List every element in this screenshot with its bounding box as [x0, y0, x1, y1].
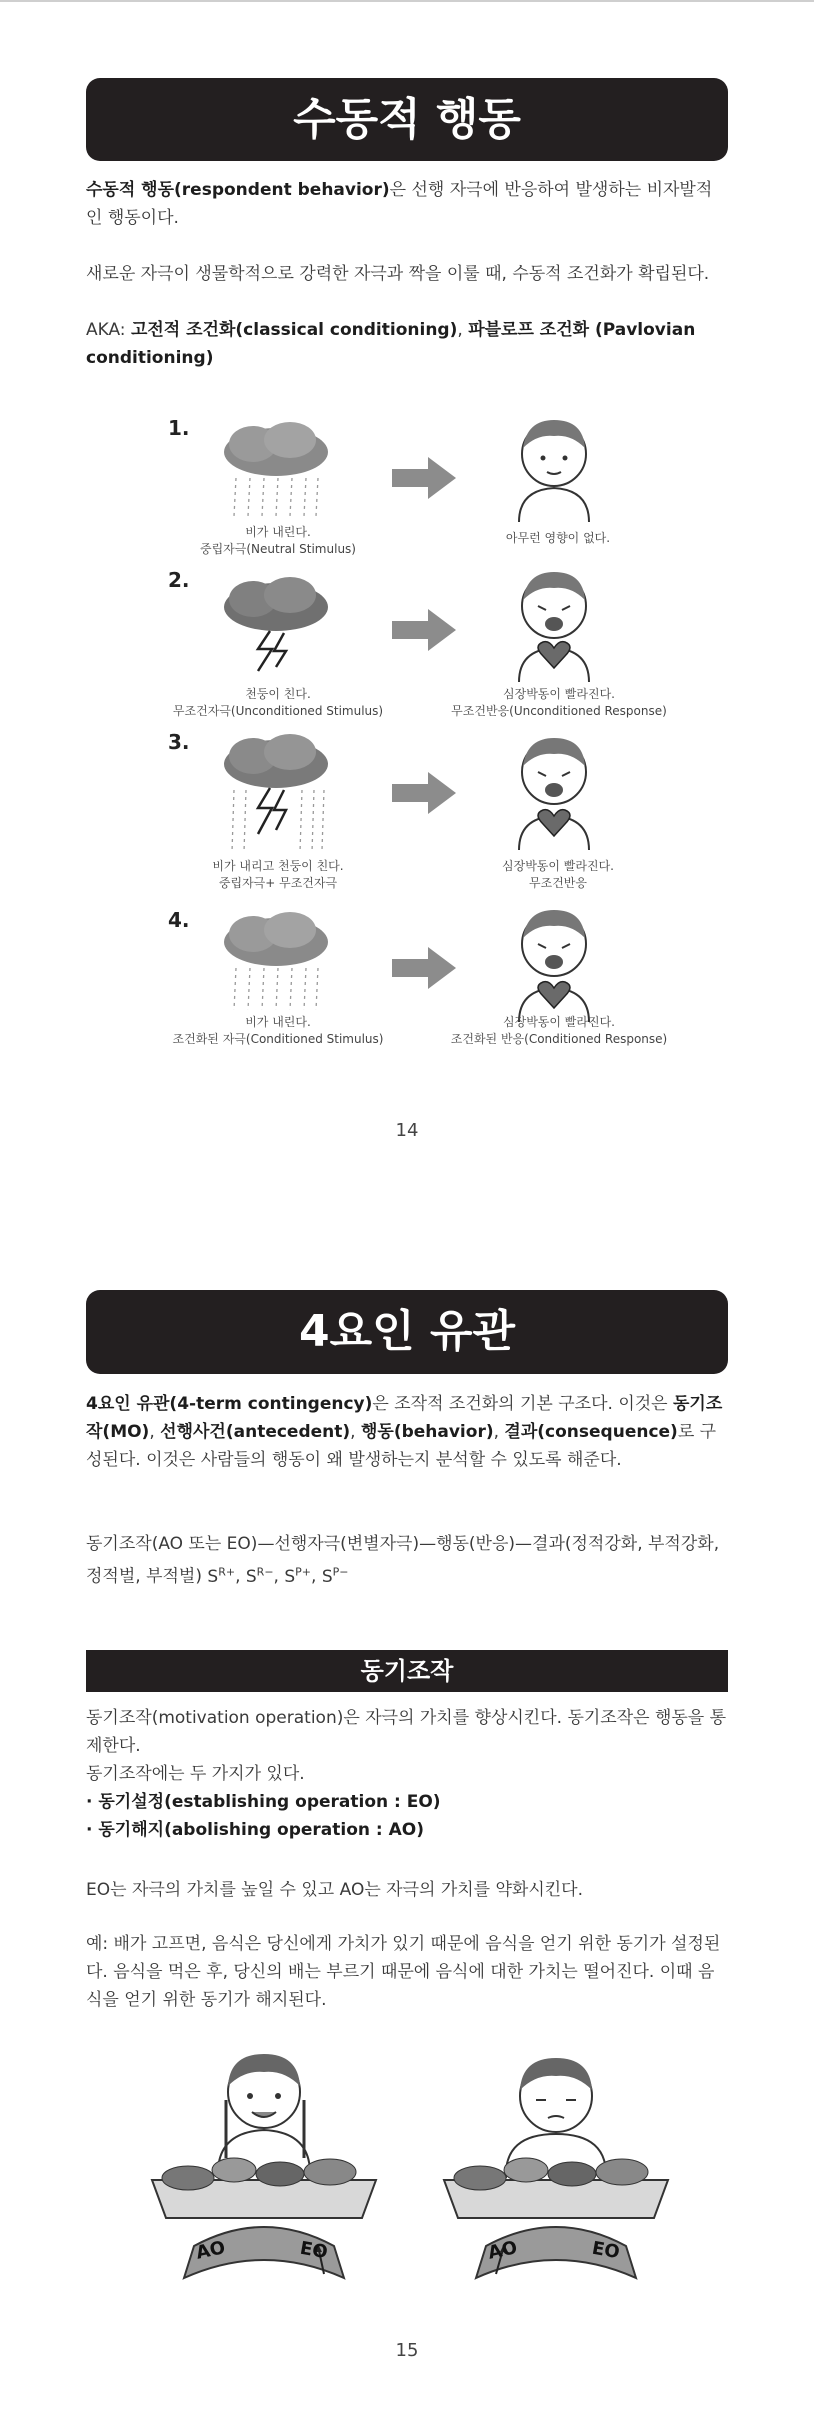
caption-line: 무조건자극(Unconditioned Stimulus) — [172, 704, 384, 718]
text: , — [149, 1422, 161, 1442]
thunder-cloud-icon — [218, 575, 334, 685]
aka-term-classical: 고전적 조건화(classical conditioning) — [130, 320, 458, 340]
caption-step2-right — [424, 686, 694, 720]
arrow-icon — [392, 455, 458, 501]
boy-neutral-icon — [505, 410, 603, 522]
term: 동기조작(MO) — [86, 1394, 723, 1442]
caption-line: 비가 내린다. — [245, 1015, 311, 1029]
intro-term: 수동적 행동(respondent behavior) — [86, 180, 390, 200]
eo-ao-paragraph: EO는 자극의 가치를 높일 수 있고 AO는 자극의 가치를 약화시킨다. — [86, 1880, 583, 1900]
boy-scared-icon — [505, 896, 603, 1022]
reinforcement-symbol: $S^{R+}$ — [207, 1565, 236, 1587]
arrow-icon — [392, 607, 458, 653]
page-number: 15 — [395, 2340, 419, 2361]
step-number-2: 2. — [168, 568, 190, 592]
mo-types: 동기조작에는 두 가지가 있다. — [86, 1764, 305, 1784]
aka-term-pavlovian: 파블로프 조건화 (Pavlovian conditioning) — [86, 320, 696, 368]
reinforcement-symbol: $S^{P-}$ — [321, 1565, 349, 1587]
caption-line: 아무런 영향이 없다. — [505, 531, 611, 545]
rain-cloud-icon — [218, 910, 334, 1014]
arrow-icon — [392, 945, 458, 991]
arrow-icon — [392, 770, 458, 816]
step-number-1: 1. — [168, 416, 190, 440]
text: 로 구성된다. 이것은 사람들의 행동이 왜 발생하는지 분석할 수 있도록 해준다. — [86, 1422, 717, 1470]
caption-step1-left — [158, 524, 398, 558]
page-title: 수동적 행동 — [86, 78, 728, 161]
caption-line: 비가 내린다. — [245, 525, 311, 539]
caption-line: 비가 내리고 천둥이 친다. — [212, 859, 344, 873]
top-border — [0, 0, 814, 2]
intro-text: 은 선행 자극에 반응하여 발생하는 비자발적인 행동이다. — [86, 180, 713, 228]
term: 선행사건(antecedent) — [160, 1422, 351, 1442]
page-title: 4요인 유관 — [86, 1290, 728, 1374]
reinforcement-symbol: $S^{R-}$ — [245, 1565, 274, 1587]
step-number-3: 3. — [168, 730, 190, 754]
reinforcement-symbol: $S^{P+}$ — [284, 1565, 312, 1587]
term: 4요인 유관(4-term contingency) — [86, 1394, 373, 1414]
caption-line: 중립자극+ 무조건자극 — [218, 876, 338, 890]
example-paragraph: 예: 배가 고프면, 음식은 당신에게 가치가 있기 때문에 음식을 얻기 위한 동기가 설정된다. 음식을 먹은 후, 당신의 배는 부르기 때문에 음식에 대한 가치는 떨어진다. 이때 음식을 얻기 위한 동기가 해지된다. — [86, 1934, 721, 2010]
caption-step4-left — [158, 1014, 398, 1048]
aka-prefix: AKA: — [86, 320, 131, 340]
text: , — [493, 1422, 505, 1442]
step-number-4: 4. — [168, 908, 190, 932]
caption-line: 무조건반응(Unconditioned Response) — [451, 704, 667, 718]
text: 은 조작적 조건화의 기본 구조다. 이것은 — [372, 1394, 673, 1414]
caption-line: 중립자극(Neutral Stimulus) — [200, 542, 356, 556]
gauge-label-ao-right: AO — [486, 2237, 520, 2264]
section-heading: 동기조작 — [86, 1650, 728, 1692]
term: 행동(behavior) — [360, 1422, 494, 1442]
caption-step3-right — [438, 858, 678, 892]
caption-line: 심장박동이 빨라진다. — [503, 1015, 615, 1029]
rain-thunder-cloud-icon — [218, 732, 334, 858]
caption-step3-left — [158, 858, 398, 892]
caption-line: 무조건반응 — [529, 876, 587, 890]
gauge-label-ao-left: AO — [194, 2237, 228, 2264]
mo-definition: 동기조작(motivation operation)은 자극의 가치를 향상시킨다. 동기조작은 행동을 통제한다. — [86, 1708, 727, 1756]
page-number: 14 — [395, 1120, 419, 1141]
chain-text: 동기조작(AO 또는 EO)—선행자극(변별자극)—행동(반응)—결과(정적강화, 부적강화, 정적벌, 부적벌) $S^{R+}$, $S^{R-}$, $S^{P+}$, $S^{P-}$ — [86, 1534, 720, 1587]
caption-line: 심장박동이 빨라진다. — [503, 687, 615, 701]
term: 결과(consequence) — [504, 1422, 678, 1442]
caption-step4-right — [424, 1014, 694, 1048]
boy-scared-icon — [505, 724, 603, 850]
caption-line: 천둥이 친다. — [245, 687, 311, 701]
caption-step2-left — [158, 686, 398, 720]
ao-bullet: · 동기해지(abolishing operation : AO) — [86, 1820, 425, 1840]
caption-line: 조건화된 반응(Conditioned Response) — [450, 1032, 668, 1046]
hungry-boy-food-illustration — [148, 2040, 380, 2280]
contingency-paragraph — [86, 1390, 728, 1474]
full-boy-food-illustration — [440, 2040, 672, 2280]
eo-bullet: · 동기설정(establishing operation : EO) — [86, 1792, 441, 1812]
gauge-label-eo-right: EO — [590, 2237, 622, 2264]
caption-step1-right — [438, 530, 678, 547]
boy-scared-icon — [505, 560, 603, 682]
caption-line: 심장박동이 빨라진다. — [502, 859, 614, 873]
intro-paragraph — [86, 176, 728, 232]
caption-line: 조건화된 자극(Conditioned Stimulus) — [172, 1032, 384, 1046]
rain-cloud-icon — [218, 420, 334, 520]
text: , — [350, 1422, 361, 1442]
aka-separator: , — [457, 320, 469, 340]
gauge-label-eo-left: EO — [298, 2237, 330, 2264]
chain-paragraph — [86, 1530, 728, 1591]
aka-paragraph — [86, 316, 728, 372]
conditioning-paragraph: 새로운 자극이 생물학적으로 강력한 자극과 짝을 이룰 때, 수동적 조건화가 확립된다. — [86, 264, 710, 284]
